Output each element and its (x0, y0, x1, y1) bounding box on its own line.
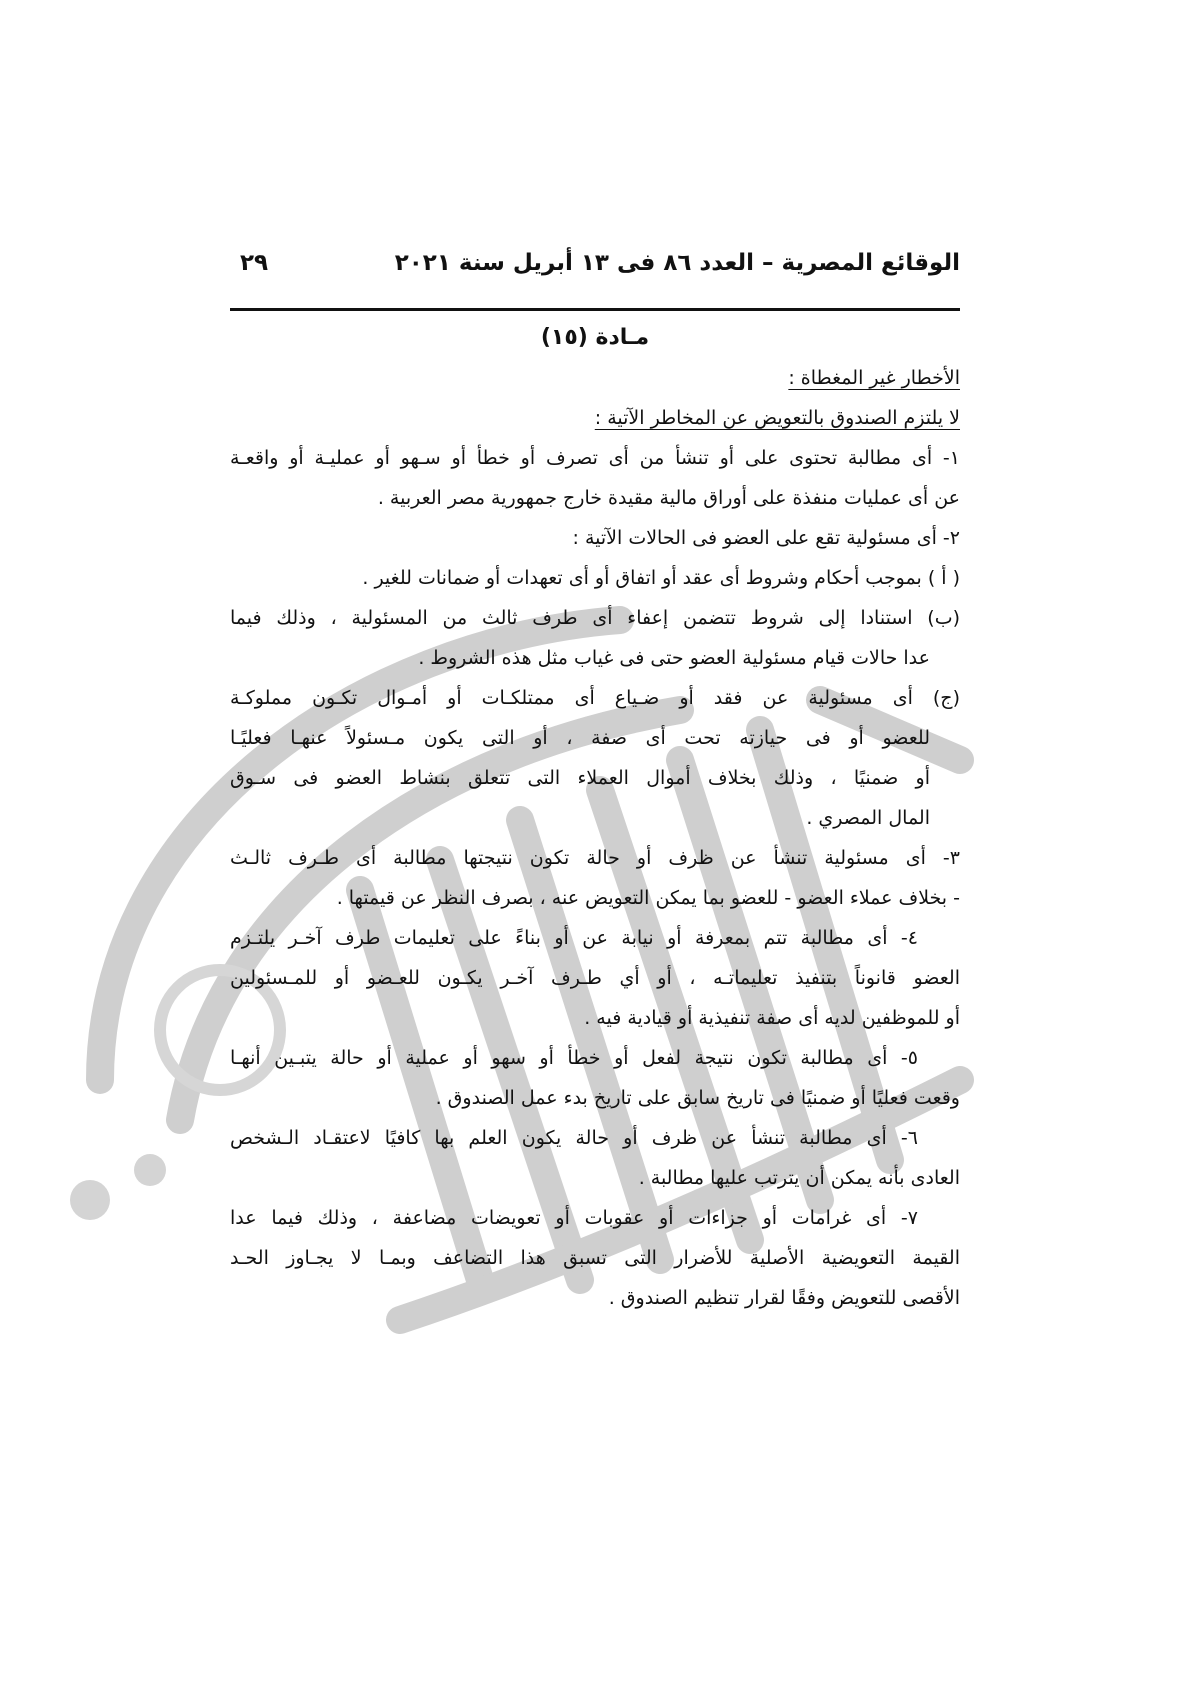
text-line: ١- أى مطالبة تحتوى على أو تنشأ من أى تصرف أو خطأ أو سـهو أو عمليـة أو واقعـة (230, 447, 960, 469)
text-line: ٥- أى مطالبة تكون نتيجة لفعل أو خطأ أو سهو أو عملية أو حالة يتبـين أنهـا (230, 1047, 918, 1069)
article-title: مـادة (١٥) (540, 325, 650, 350)
text-line: العادى بأنه يمكن أن يترتب عليها مطالبة . (638, 1167, 960, 1189)
page-number: ٢٩ (240, 250, 269, 276)
text-line: الأقصى للتعويض وفقًا لقرار تنظيم الصندوق . (608, 1287, 960, 1309)
article-heading: الأخطار غير المغطاة : (788, 367, 960, 389)
text-line: أو للموظفين لديه أى صفة تنفيذية أو قيادية فيه . (584, 1007, 960, 1029)
text-line: عن أى عمليات منفذة على أوراق مالية مقيدة خارج جمهورية مصر العربية . (377, 487, 960, 509)
text-line: المال المصري . (806, 807, 930, 829)
text-line: ٢- أى مسئولية تقع على العضو فى الحالات الآتية : (572, 527, 960, 549)
article-intro: لا يلتزم الصندوق بالتعويض عن المخاطر الآتية : (594, 407, 960, 429)
text-line: - بخلاف عملاء العضو - للعضو بما يمكن التعويض عنه ، بصرف النظر عن قيمتها . (336, 887, 960, 909)
page-header (230, 250, 960, 311)
article-body (230, 438, 960, 1318)
text-line: (ج) أى مسئولية عن فقد أو ضـياع أى ممتلكـات أو أمـوال تكـون مملوكـة (230, 687, 960, 709)
text-line: للعضو أو فى حيازته تحت أى صفة ، أو التى يكون مـسئولاً عنهـا فعليًـا (230, 727, 930, 749)
text-line: ٦- أى مطالبة تنشأ عن ظرف أو حالة يكون العلم بها كافيًا لاعتقـاد الـشخص (230, 1127, 918, 1149)
text-line: وقعت فعليًا أو ضمنيًا فى تاريخ سابق على تاريخ بدء عمل الصندوق . (435, 1087, 960, 1109)
text-line: ( أ ) بموجب أحكام وشروط أى عقد أو اتفاق أو أى تعهدات أو ضمانات للغير . (362, 567, 960, 589)
gazette-title: الوقائع المصرية – العدد ٨٦ فى ١٣ أبريل سنة ٢٠٢١ (394, 250, 960, 276)
text-line: العضو قانوناً بتنفيذ تعليماتـه ، أو أي طـرف آخـر يكـون للعـضو أو للمـسئولين (230, 967, 960, 989)
text-line: ٣- أى مسئولية تنشأ عن ظرف أو حالة تكون نتيجتها مطالبة أى طـرف ثالـث (230, 847, 960, 869)
text-line: ٤- أى مطالبة تتم بمعرفة أو نيابة عن أو بناءً على تعليمات طرف آخـر يلتـزم (230, 927, 918, 949)
text-line: عدا حالات قيام مسئولية العضو حتى فى غياب مثل هذه الشروط . (418, 647, 930, 669)
text-line: ٧- أى غرامات أو جزاءات أو عقوبات أو تعويضات مضاعفة ، وذلك فيما عدا (230, 1207, 918, 1229)
text-line: أو ضمنيًا ، وذلك بخلاف أموال العملاء التى تتعلق بنشاط العضو فى سـوق (230, 767, 930, 789)
text-line: القيمة التعويضية الأصلية للأضرار التى تسبق هذا التضاعف وبمـا لا يجـاوز الحـد (230, 1247, 960, 1269)
document-page (230, 250, 960, 1318)
text-line: (ب) استنادا إلى شروط تتضمن إعفاء أى طرف ثالث من المسئولية ، وذلك فيما (230, 607, 960, 629)
